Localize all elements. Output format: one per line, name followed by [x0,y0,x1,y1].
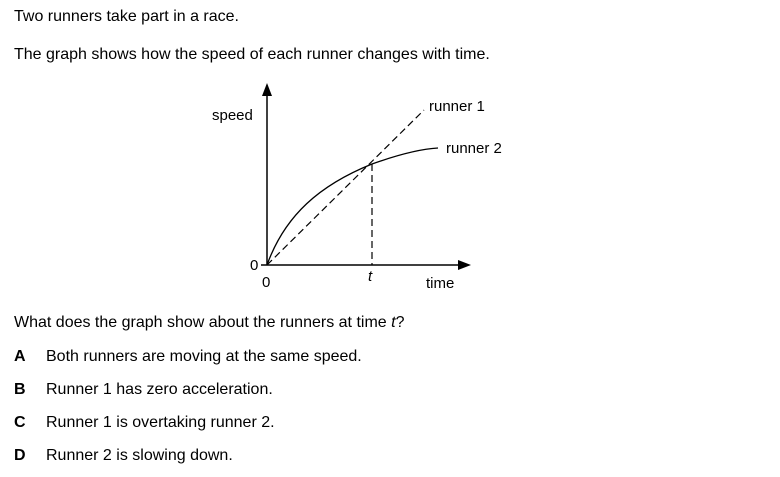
option-d-letter: D [14,447,26,464]
option-c-letter: C [14,414,26,431]
question-suffix: ? [395,314,405,331]
x-origin-label: 0 [262,274,271,291]
option-b-letter: B [14,381,26,398]
option-a-text: Both runners are moving at the same speed. [46,348,362,365]
runner-1-line [267,110,424,265]
option-c-text: Runner 1 is overtaking runner 2. [46,414,275,431]
intro-line-2: The graph shows how the speed of each runner changes with time. [14,46,490,63]
question-prefix: What does the graph show about the runners at time [14,314,392,331]
intro-line-1: Two runners take part in a race. [14,8,239,25]
runner-2-label: runner 2 [446,140,502,157]
x-axis-label: time [426,275,455,292]
y-axis-label: speed [212,107,253,124]
option-a-letter: A [14,348,26,365]
option-d-text: Runner 2 is slowing down. [46,447,233,464]
question-variable: t [391,314,396,331]
runner-1-label: runner 1 [429,98,485,115]
y-origin-label: 0 [250,257,259,274]
runner-2-curve [267,148,438,265]
question-text [14,313,404,333]
x-axis-arrow [458,260,471,270]
option-b-text: Runner 1 has zero acceleration. [46,381,273,398]
y-axis-arrow [262,83,272,96]
t-label: t [368,268,373,285]
